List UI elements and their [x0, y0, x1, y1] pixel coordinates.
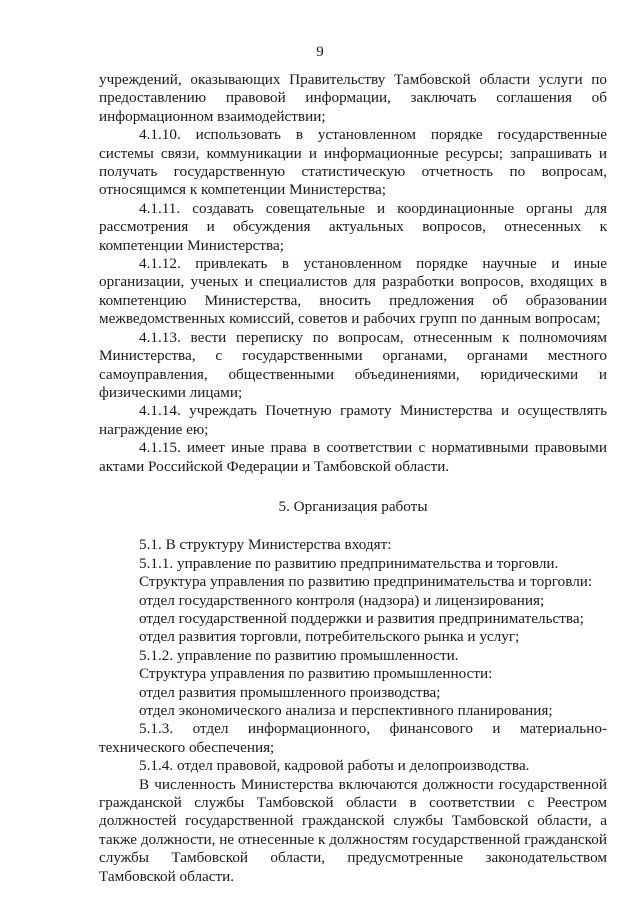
- section-heading: 5. Организация работы: [278, 497, 428, 515]
- list-line: отдел развития торговли, потребительского рынка и услуг;: [139, 628, 520, 646]
- paragraph-4-1-12: 4.1.12. привлекать в установленном порядке научные и иные организации, ученых и специалистов для разработки вопросов, входящих в компетенцию Министерства, вносить предложения об образовании межведомственных комиссий, советов и рабочих групп по данным вопросам;: [99, 255, 607, 328]
- list-line: 5.1.2. управление по развитию промышленности.: [139, 646, 459, 664]
- section-4-1-rights: [99, 71, 607, 476]
- paragraph-5-1-3: 5.1.3. отдел информационного, финансового и материально-технического обеспечения;: [99, 720, 607, 756]
- page-number: 9: [316, 44, 324, 60]
- list-line: Структура управления по развитию промышленности:: [139, 665, 493, 683]
- list-line: отдел развития промышленного производства;: [139, 683, 441, 701]
- list-line: отдел экономического анализа и перспективного планирования;: [139, 702, 553, 719]
- list-line: отдел государственной поддержки и развития предпринимательства;: [139, 609, 584, 627]
- paragraph-cont: учреждений, оказывающих Правительству Тамбовской области услуги по предоставлению правовой информации, заключать соглашения об информационном взаимодействии;: [99, 71, 607, 125]
- paragraph-4-1-14: 4.1.14. учреждать Почетную грамоту Министерства и осуществлять награждение ею;: [99, 402, 607, 438]
- list-line: отдел государственного контроля (надзора) и лицензирования;: [139, 591, 545, 609]
- paragraph-4-1-15: 4.1.15. имеет иные права в соответствии с нормативными правовыми актами Российской Федерации и Тамбовской области.: [99, 439, 607, 475]
- paragraph-staff: В численность Министерства включаются должности государственной гражданской службы Тамбовской области в соответствии с Реестром должностей государственной гражданской службы Тамбовской области, а также должности, не отнесенные к должностям государственной гражданской службы Тамбовской области, предусмотренные законодательством Тамбовской области.: [99, 775, 607, 885]
- list-line: 5.1.1. управление по развитию предпринимательства и торговли.: [139, 554, 559, 572]
- paragraph-4-1-10: 4.1.10. использовать в установленном порядке государственные системы связи, коммуникации и информационные ресурсы; запрашивать и получать государственную статистическую отчетность по вопросам, относящимся к компетенции Министерства;: [99, 126, 607, 199]
- list-line: Структура управления по развитию предпринимательства и торговли:: [139, 573, 593, 591]
- paragraph-5-1-4: 5.1.4. отдел правовой, кадровой работы и делопроизводства.: [139, 757, 530, 775]
- section-5-organization: [99, 536, 607, 886]
- paragraph-4-1-11: 4.1.11. создавать совещательные и координационные органы для рассмотрения и обсуждения актуальных вопросов, отнесенных к компетенции Министерства;: [99, 199, 607, 254]
- paragraph-4-1-13: 4.1.13. вести переписку по вопросам, отнесенным к полномочиям Министерства, с государственными органами, органами местного самоуправления, общественными объединениями, юридическими и физическими лицами;: [99, 328, 607, 401]
- document-body: [99, 71, 607, 886]
- list-line: 5.1. В структуру Министерства входят:: [139, 536, 392, 554]
